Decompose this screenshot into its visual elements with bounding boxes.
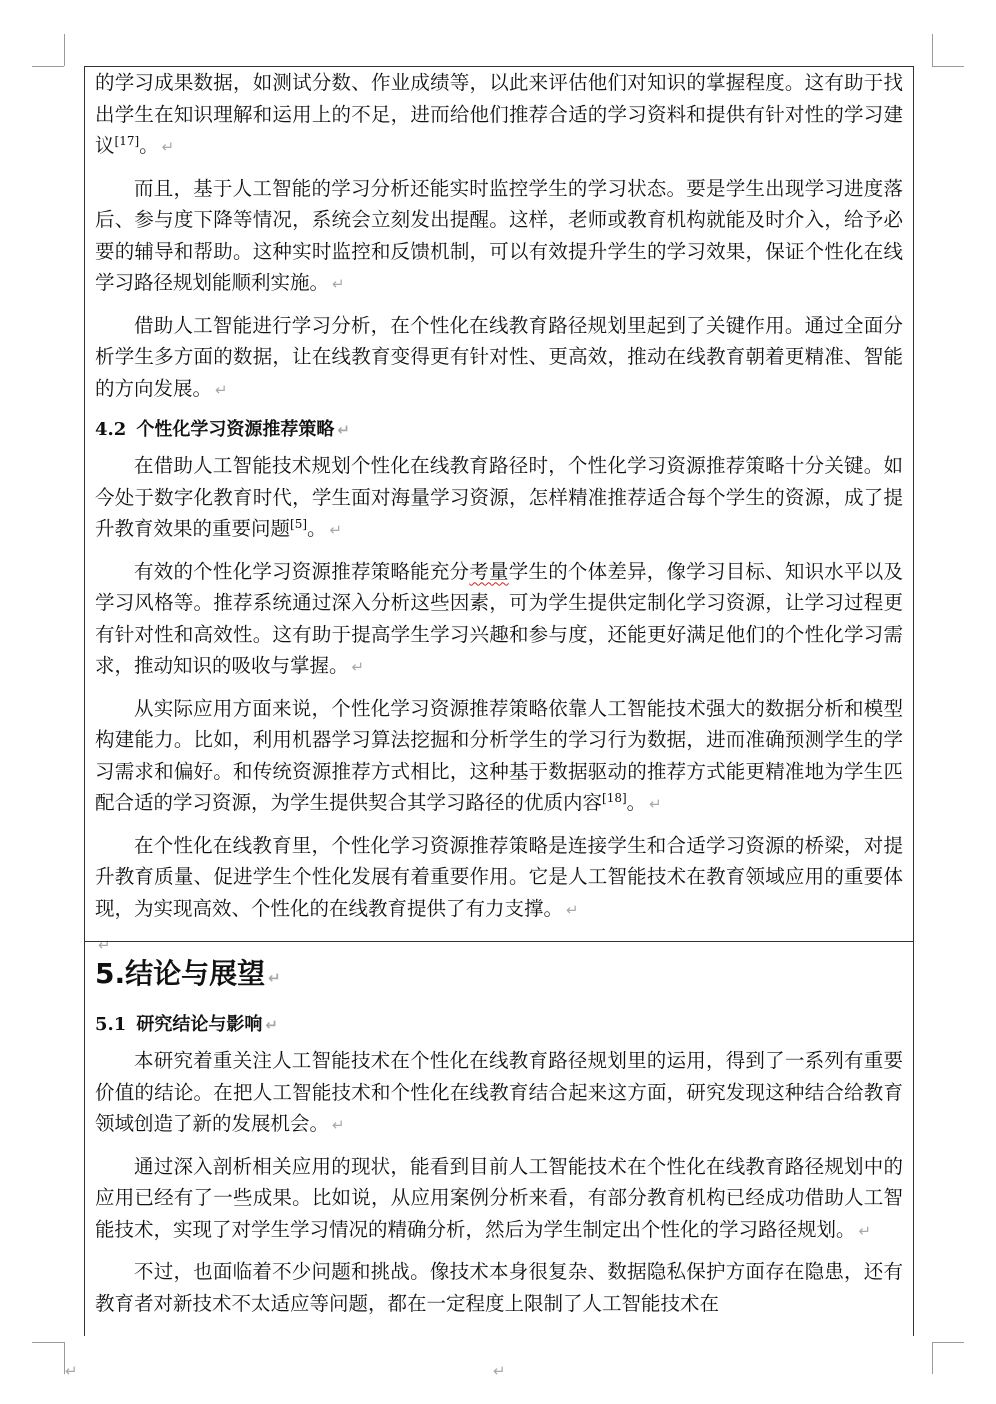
paragraph-mark-icon: ↵ [65,1362,78,1380]
paragraph-mark-icon: ↵ [493,1362,506,1380]
paragraph [95,1045,903,1142]
paragraph [95,310,903,407]
spellcheck-flagged-word[interactable]: 考量 [469,559,509,583]
paragraph-mark-icon: ↵ [98,936,111,954]
paragraph-mark-icon: ↵ [332,275,345,293]
section-heading-5-1 [95,1010,903,1040]
paragraph [95,1151,903,1248]
chapter-title: 5.结论与展望 [95,957,266,990]
paragraph-mark-icon: ↵ [858,1221,872,1240]
section-heading-4-2 [95,415,903,445]
section-title: 研究结论与影响 [136,1014,263,1035]
paragraph-text: 不过，也面临着不少问题和挑战。像技术本身很复杂、数据隐私保护方面存在隐患，还有教育者对新技术不太适应等问题，都在一定程度上限制了人工智能技术在 [95,1260,903,1315]
paragraph [95,67,903,164]
paragraph [95,693,903,821]
paragraph-text: 学生的个体差异，像学习目标、知识水平以及学习风格等。推荐系统通过深入分析这些因素，可为学生提供定制化学习资源，让学习过程更有针对性和高效性。这有助于提高学生学习兴趣和参与度，还能更好满足他们的个性化学习需求，推动知识的吸收与掌握。 [95,559,903,677]
paragraph-mark-icon: ↵ [351,658,365,676]
crop-mark [932,1342,964,1343]
chapter-heading [95,952,903,1000]
paragraph-mark-icon: ↵ [215,380,228,399]
paragraph-mark-icon: ↵ [332,1116,345,1134]
paragraph-mark-icon: ↵ [265,1016,278,1034]
paragraph-text: 有效的个性化学习资源推荐策略能充分 [134,559,470,583]
citation[interactable]: [17] [114,134,140,148]
paragraph-tail: 。 [139,134,159,157]
paragraph-text: 在个性化在线教育里，个性化学习资源推荐策略是连接学生和合适学习资源的桥梁，对提升教育质量、促进学生个性化发展有着重要作用。它是人工智能技术在教育领域应用的重要体现，为实现高效、个性化的在线教育提供了有力支撑。 [95,833,903,920]
section-number: 4.2 [95,419,127,440]
paragraph-text: 借助人工智能进行学习分析，在个性化在线教育路径规划里起到了关键作用。通过全面分析学生多方面的数据，让在线教育变得更有针对性、更高效，推动在线教育朝着更精准、智能的方向发展。 [95,313,903,400]
crop-mark [32,66,64,67]
paragraph-text: 从实际应用方面来说，个性化学习资源推荐策略依靠人工智能技术强大的数据分析和模型构建能力。比如，利用机器学习算法挖掘和分析学生的学习行为数据，进而准确预测学生的学习需求和偏好。和传统资源推荐方式相比，这种基于数据驱动的推荐方式能更精准地为学生匹配合适的学习资源，为学生提供契合其学习路径的优质内容 [95,696,903,814]
crop-mark [932,34,933,66]
paragraph-tail: 。 [307,517,327,540]
paragraph-mark-icon: ↵ [566,900,579,919]
crop-mark [32,1342,64,1343]
paragraph [95,1256,903,1319]
paragraph [95,173,903,301]
section-title: 个性化学习资源推荐策略 [136,419,335,440]
crop-mark [932,1342,933,1374]
paragraph-mark-icon: ↵ [337,421,350,439]
paragraph-text: 的学习成果数据，如测试分数、作业成绩等，以此来评估他们对知识的掌握程度。这有助于找出学生在知识理解和运用上的不足，进而给他们推荐合适的学习资料和提供有针对性的学习建议 [95,71,903,157]
crop-mark [64,34,65,66]
paragraph-mark-icon: ↵ [268,969,281,987]
paragraph-text: 通过深入剖析相关应用的现状，能看到目前人工智能技术在个性化在线教育路径规划中的应用已经有了一些成果。比如说，从应用案例分析来看，有部分教育机构已经成功借助人工智能技术，实现了对学生学习情况的精确分析，然后为学生制定出个性化的学习路径规划。 [95,1154,903,1241]
paragraph [95,830,903,927]
crop-mark [932,66,964,67]
citation[interactable]: [18] [602,791,627,805]
paragraph-text: 本研究着重关注人工智能技术在个性化在线教育路径规划里的运用，得到了一系列有重要价值的结论。在把人工智能技术和个性化在线教育结合起来这方面，研究发现这种结合给教育领域创造了新的发展机会。 [95,1049,903,1135]
paragraph [95,450,903,547]
paragraph-text: 在借助人工智能技术规划个性化在线教育路径时，个性化学习资源推荐策略十分关键。如今处于数字化教育时代，学生面对海量学习资源，怎样精准推荐适合每个学生的资源，成了提升教育效果的重要问题 [95,454,903,540]
paragraph-mark-icon: ↵ [329,521,343,539]
paragraph-text: 而且，基于人工智能的学习分析还能实时监控学生的学习状态。要是学生出现学习进度落后、参与度下降等情况，系统会立刻发出提醒。这样，老师或教育机构就能及时介入，给予必要的辅导和帮助。这种实时监控和反馈机制，可以有效提升学生的学习效果，保证个性化在线学习路径规划能顺利实施。 [95,176,903,294]
section-number: 5.1 [95,1014,127,1035]
paragraph-mark-icon: ↵ [161,138,175,156]
text-frame-bottom [84,941,914,1336]
paragraph-tail: 。 [626,791,647,814]
paragraph-mark-icon: ↵ [649,795,662,813]
citation[interactable]: [5] [290,517,308,531]
text-frame-top [84,66,914,954]
paragraph [95,556,903,684]
